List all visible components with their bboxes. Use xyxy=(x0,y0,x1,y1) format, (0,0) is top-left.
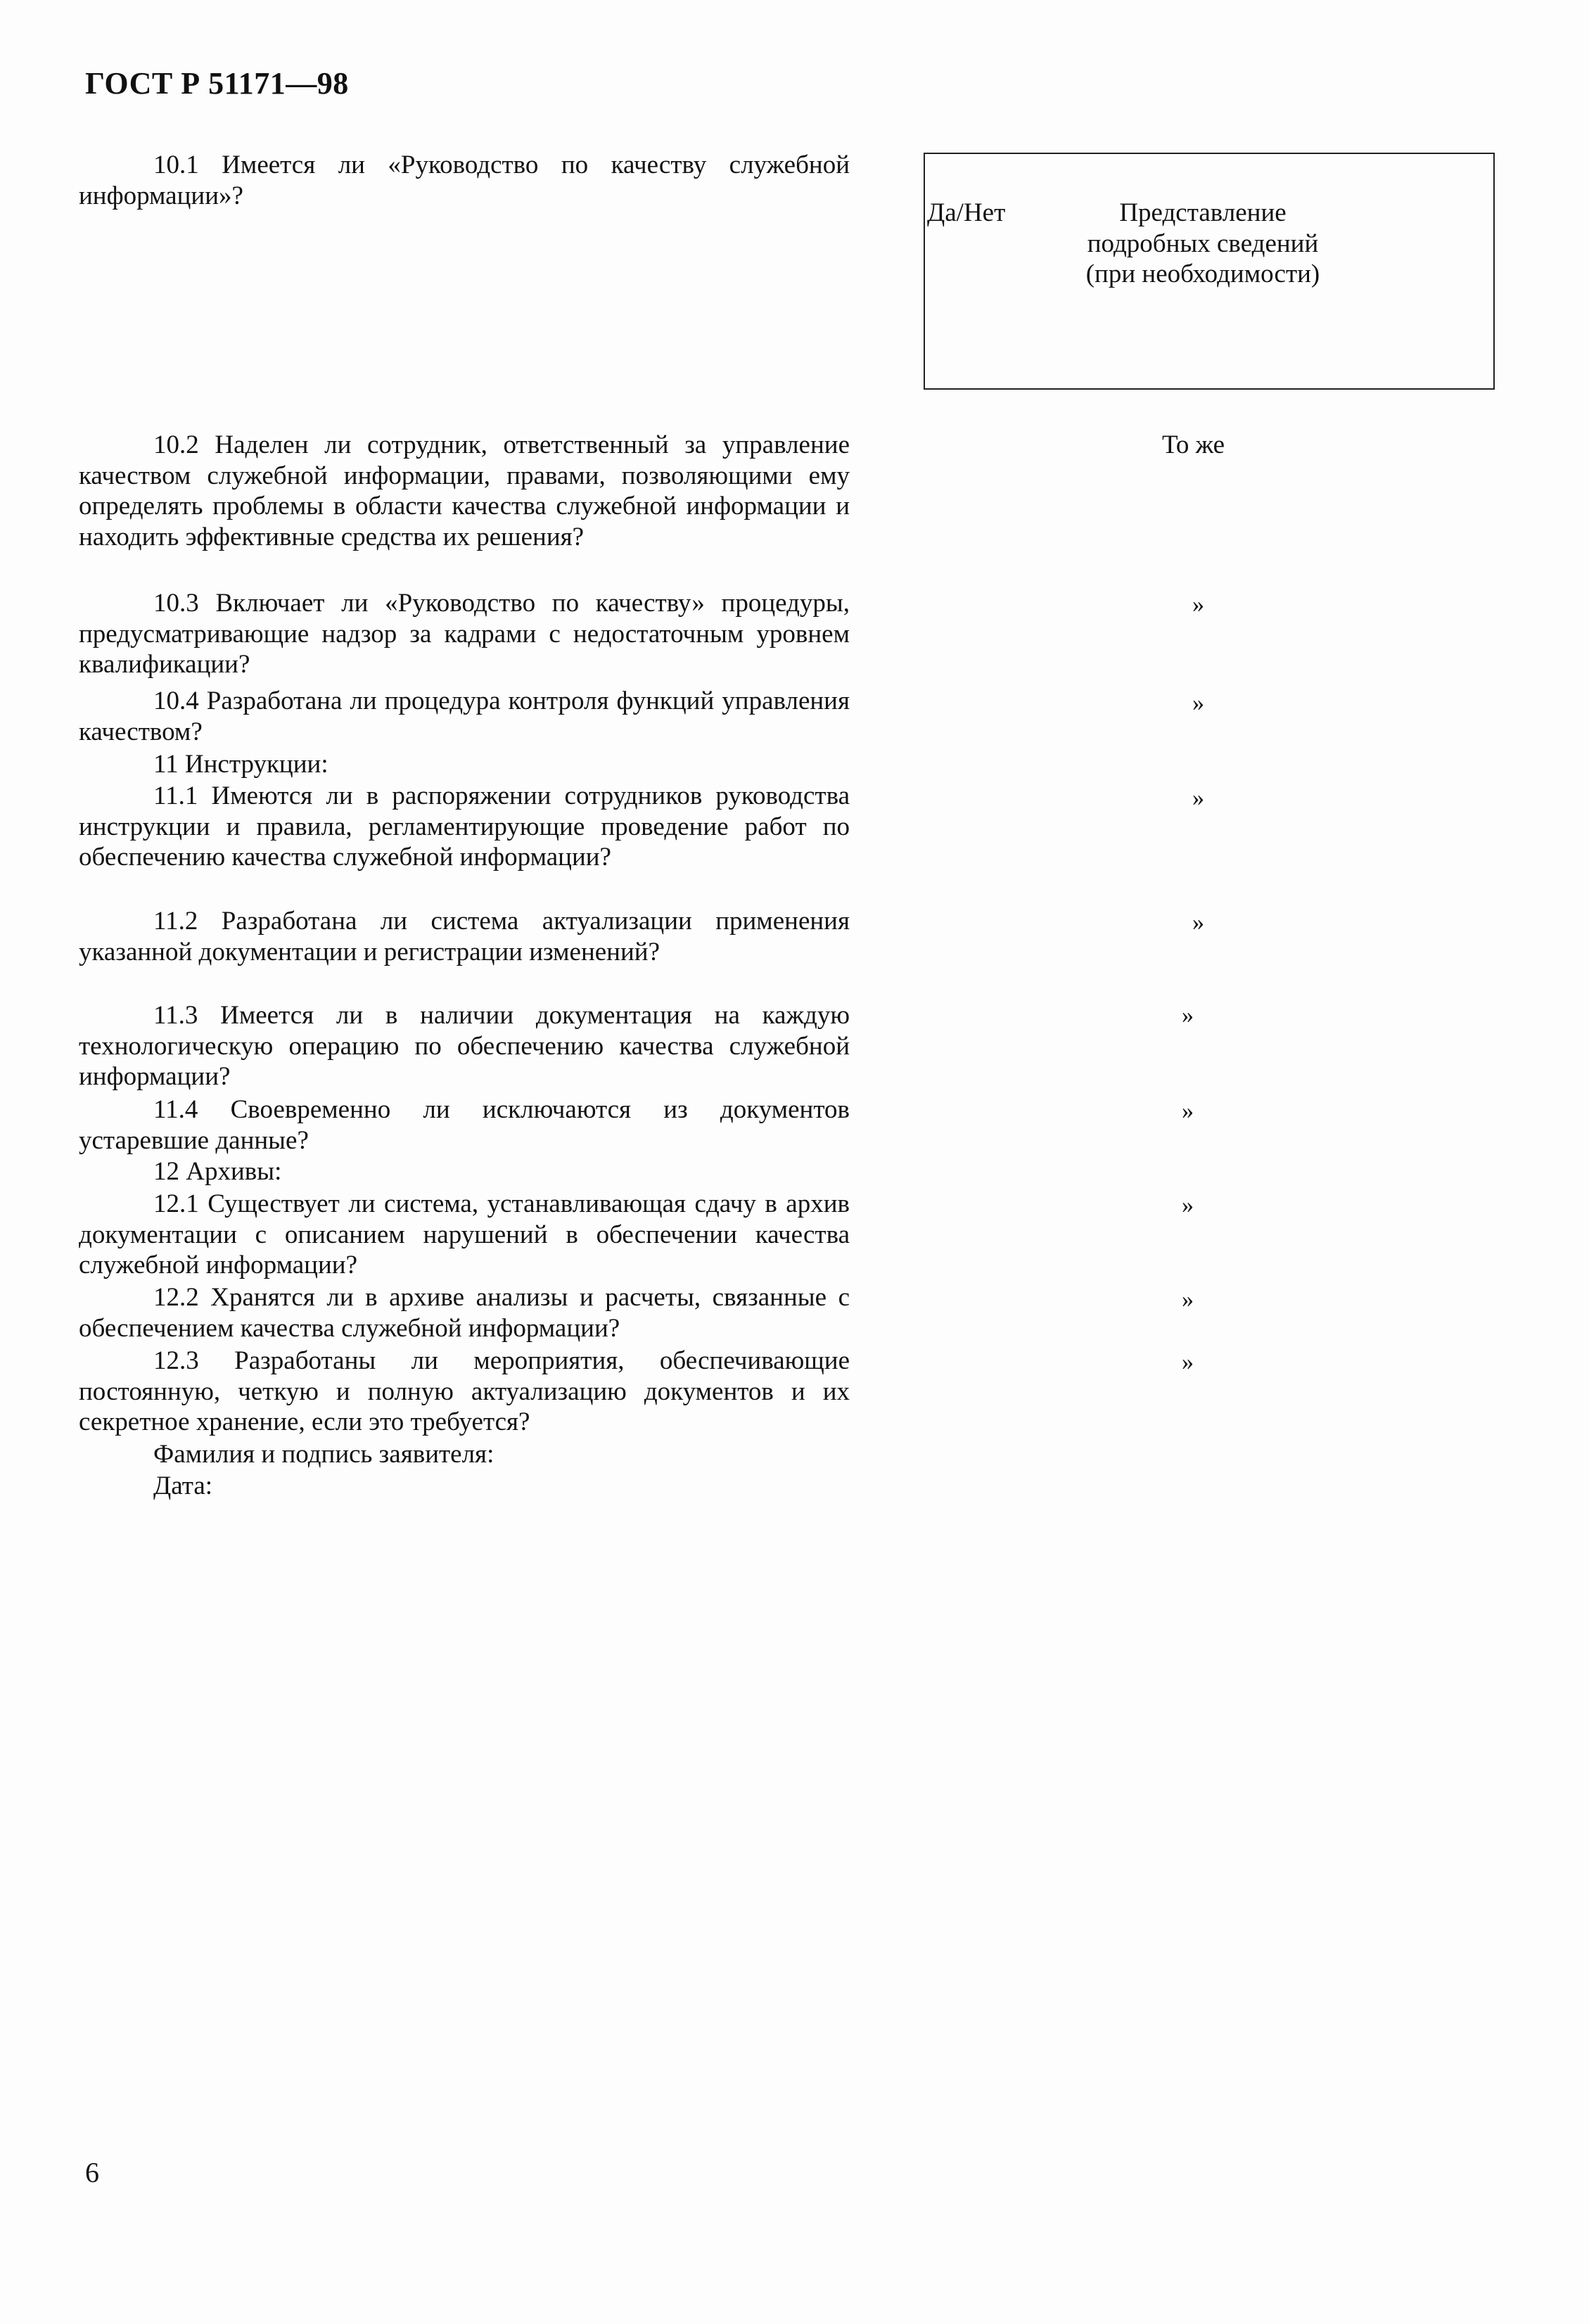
question-11-4: 11.4 Своевременно ли исключаются из документов устаревшие данные? xyxy=(79,1095,850,1155)
question-10-1: 10.1 Имеется ли «Руководство по качеству служебной информации»? xyxy=(79,151,850,210)
question-10-2: 10.2 Наделен ли сотрудник, ответственный за управление качеством служебной информации, правами, позволяющими ему определять проблемы в области качества служебной информации и находить эффективные средства их решения? xyxy=(79,430,850,551)
details-column-label xyxy=(1045,198,1361,290)
answer-12-3-ditto: » xyxy=(1182,1349,1194,1375)
question-10-3: 10.3 Включает ли «Руководство по качеству» процедуры, предусматривающие надзор за кадрами с недостаточным уровнем квалификации? xyxy=(79,589,850,679)
details-label-line: Представление xyxy=(1119,198,1287,227)
answer-11-2-ditto: » xyxy=(1192,909,1204,936)
yes-no-column-label: Да/Нет xyxy=(927,198,1006,227)
section-11-heading: 11 Инструкции: xyxy=(153,750,328,779)
answer-10-2: То же xyxy=(1162,430,1225,459)
document-code: ГОСТ Р 51171—98 xyxy=(85,66,349,101)
question-12-1: 12.1 Существует ли система, устанавливающая сдачу в архив документации с описанием нарушений в обеспечении качества служебной информации? xyxy=(79,1189,850,1280)
answer-10-3-ditto: » xyxy=(1192,592,1204,618)
answer-11-4-ditto: » xyxy=(1182,1098,1194,1124)
answer-10-4-ditto: » xyxy=(1192,690,1204,716)
answer-11-1-ditto: » xyxy=(1192,785,1204,811)
section-12-heading: 12 Архивы: xyxy=(153,1157,282,1186)
answer-11-3-ditto: » xyxy=(1182,1002,1194,1028)
question-11-2: 11.2 Разработана ли система актуализации применения указанной документации и регистрации изменений? xyxy=(79,907,850,966)
applicant-signature-label: Фамилия и подпись заявителя: xyxy=(153,1440,494,1469)
details-label-line: (при необходимости) xyxy=(1085,260,1320,289)
question-11-1: 11.1 Имеются ли в распоряжении сотрудников руководства инструкции и правила, регламентирующие проведение работ по обеспечению качества служебной информации? xyxy=(79,781,850,872)
question-11-3: 11.3 Имеется ли в наличии документация на каждую технологическую операцию по обеспечению качества служебной информации? xyxy=(79,1001,850,1092)
question-10-4: 10.4 Разработана ли процедура контроля функций управления качеством? xyxy=(79,687,850,746)
question-12-3: 12.3 Разработаны ли мероприятия, обеспечивающие постоянную, четкую и полную актуализацию документов и их секретное хранение, если это требуется? xyxy=(79,1346,850,1437)
answer-12-1-ditto: » xyxy=(1182,1192,1194,1218)
details-label-line: подробных сведений xyxy=(1087,229,1319,258)
answer-12-2-ditto: » xyxy=(1182,1286,1194,1313)
question-12-2: 12.2 Хранятся ли в архиве анализы и расчеты, связанные с обеспечением качества служебной информации? xyxy=(79,1283,850,1343)
date-label: Дата: xyxy=(153,1471,213,1500)
page-number: 6 xyxy=(85,2157,99,2188)
